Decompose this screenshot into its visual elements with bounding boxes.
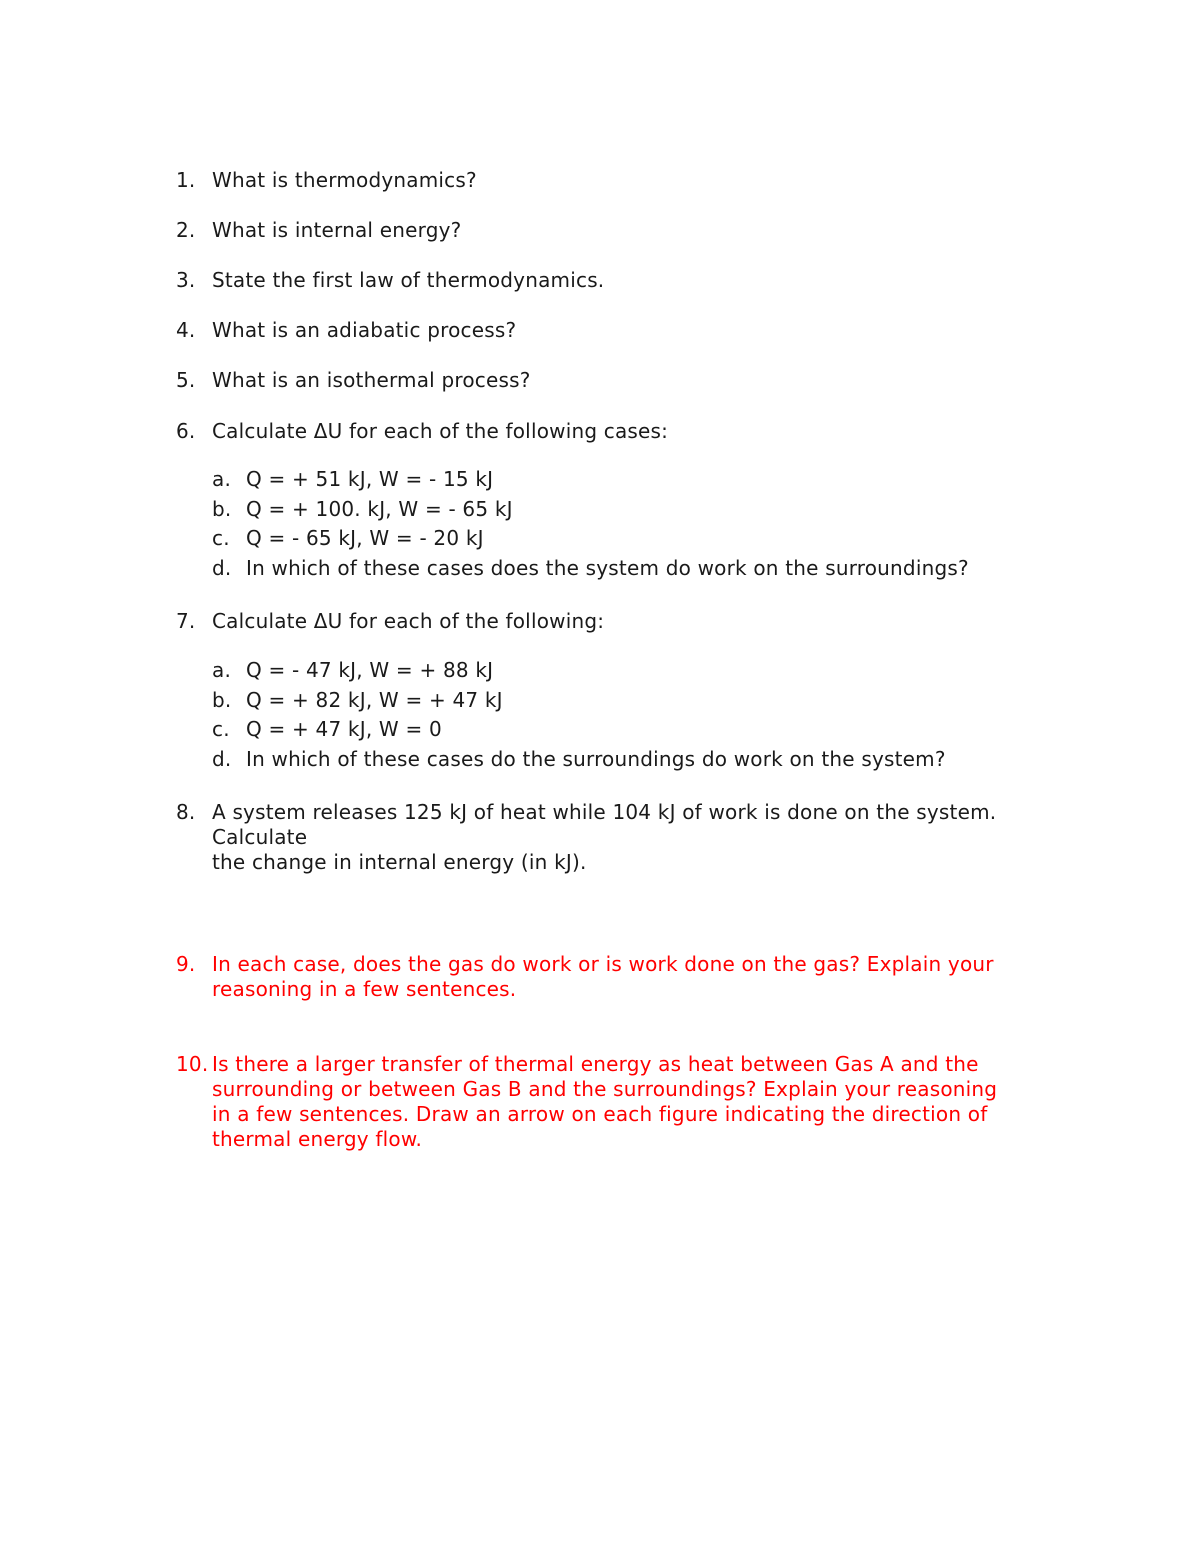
question-text-line: thermal energy flow. bbox=[212, 1127, 423, 1151]
question-1 bbox=[176, 168, 1056, 193]
list-item bbox=[212, 524, 1052, 554]
item-letter: d. bbox=[212, 746, 232, 771]
question-8 bbox=[176, 800, 1056, 875]
question-6 bbox=[176, 419, 1056, 444]
question-text: Calculate ΔU for each of the following: bbox=[212, 609, 605, 633]
list-item bbox=[212, 554, 1052, 584]
list-item bbox=[212, 686, 1052, 716]
question-number: 1. bbox=[176, 168, 196, 192]
question-text-line: the change in internal energy (in kJ). bbox=[212, 850, 587, 874]
question-text-line: in a few sentences. Draw an arrow on each figure indicating the direction of bbox=[212, 1102, 988, 1126]
item-letter: c. bbox=[212, 717, 230, 741]
list-item bbox=[212, 495, 1052, 525]
item-text: Q = + 82 kJ, W = + 47 kJ bbox=[246, 687, 503, 712]
question-number: 3. bbox=[176, 268, 196, 292]
list-item bbox=[212, 656, 1052, 686]
item-text: Q = - 65 kJ, W = - 20 kJ bbox=[246, 526, 484, 550]
question-number: 4. bbox=[176, 318, 196, 342]
list-item bbox=[212, 465, 1052, 495]
question-text: Calculate ΔU for each of the following cases: bbox=[212, 419, 669, 443]
list-item bbox=[212, 715, 1052, 745]
question-text-line: Is there a larger transfer of thermal energy as heat between Gas A and the bbox=[212, 1052, 979, 1076]
question-6-subitems bbox=[212, 465, 1052, 583]
question-9 bbox=[176, 952, 1056, 1002]
question-number: 5. bbox=[176, 368, 196, 392]
item-text: Q = + 47 kJ, W = 0 bbox=[246, 717, 442, 741]
question-4 bbox=[176, 318, 1056, 343]
question-text: What is thermodynamics? bbox=[212, 168, 477, 192]
question-text-line: Calculate bbox=[212, 825, 308, 849]
question-text-line: A system releases 125 kJ of heat while 104 kJ of work is done on the system. bbox=[212, 800, 997, 824]
question-number: 7. bbox=[176, 609, 196, 633]
question-number: 10. bbox=[176, 1052, 209, 1076]
question-text: What is internal energy? bbox=[212, 218, 462, 242]
question-3 bbox=[176, 268, 1056, 293]
question-7-subitems bbox=[212, 656, 1052, 774]
question-number: 2. bbox=[176, 218, 196, 242]
question-text: What is an adiabatic process? bbox=[212, 318, 517, 342]
list-item bbox=[212, 745, 1052, 775]
question-number: 9. bbox=[176, 952, 196, 976]
question-text-line: surrounding or between Gas B and the surroundings? Explain your reasoning bbox=[212, 1077, 998, 1101]
item-letter: d. bbox=[212, 555, 232, 580]
question-number: 6. bbox=[176, 419, 196, 443]
item-text: Q = + 100. kJ, W = - 65 kJ bbox=[246, 496, 513, 521]
question-text: What is an isothermal process? bbox=[212, 368, 531, 392]
question-2 bbox=[176, 218, 1056, 243]
question-10 bbox=[176, 1052, 1056, 1152]
question-number: 8. bbox=[176, 800, 196, 824]
question-text: State the first law of thermodynamics. bbox=[212, 268, 605, 292]
item-text: In which of these cases do the surroundings do work on the system? bbox=[246, 746, 946, 771]
question-5 bbox=[176, 368, 1056, 393]
item-letter: b. bbox=[212, 687, 232, 712]
question-text-line: reasoning in a few sentences. bbox=[212, 977, 517, 1001]
item-letter: a. bbox=[212, 467, 232, 491]
question-7 bbox=[176, 609, 1056, 634]
item-text: Q = + 51 kJ, W = - 15 kJ bbox=[246, 467, 494, 491]
item-letter: c. bbox=[212, 526, 230, 550]
item-text: In which of these cases does the system do work on the surroundings? bbox=[246, 555, 969, 580]
item-text: Q = - 47 kJ, W = + 88 kJ bbox=[246, 658, 494, 682]
item-letter: a. bbox=[212, 658, 232, 682]
item-letter: b. bbox=[212, 496, 232, 521]
question-text-line: In each case, does the gas do work or is work done on the gas? Explain your bbox=[212, 952, 994, 976]
